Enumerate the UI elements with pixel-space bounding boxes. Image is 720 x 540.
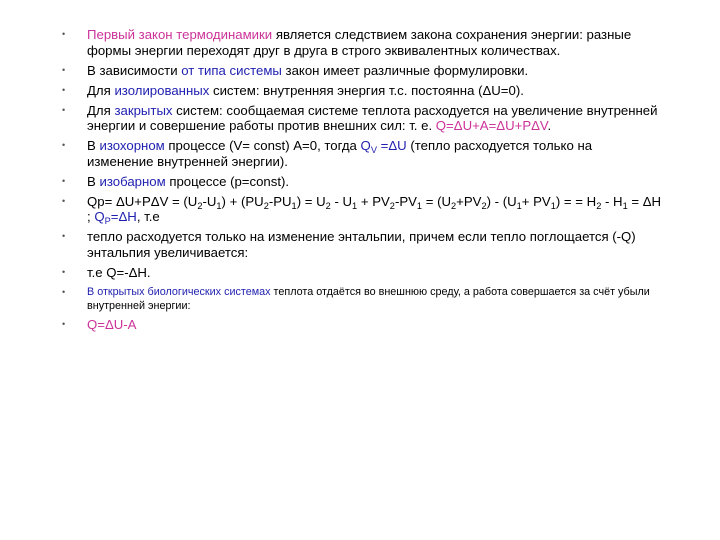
bullet-dot: •	[62, 104, 66, 115]
text-run: закон имеет различные формулировки.	[281, 62, 529, 78]
subscript: 2	[481, 200, 487, 211]
text-run: т.е Q=-ΔH.	[87, 264, 151, 280]
subscript: 2	[596, 200, 602, 211]
text-run: изобарном	[99, 173, 166, 189]
bullet-item	[62, 229, 662, 260]
text-run: +PV	[456, 193, 482, 209]
text-run: = (U	[422, 193, 452, 209]
text-run: Первый закон термодинамики	[87, 27, 273, 42]
bullet-list	[62, 27, 662, 337]
subscript: 2	[197, 200, 203, 211]
bullet-dot: •	[62, 140, 66, 151]
bullet-item	[62, 63, 662, 79]
text-run: Qp= ΔU+PΔV = (U	[87, 193, 198, 209]
text-run: В открытых биологических системах	[87, 285, 271, 298]
text-run: В зависимости	[87, 62, 182, 78]
bullet-dot: •	[62, 319, 66, 330]
text-run: -PU	[268, 193, 292, 209]
text-run: процессе (V= const) A=0, тогда	[164, 138, 361, 154]
text-run: , т.е	[136, 209, 160, 225]
text-run: =ΔU	[376, 138, 407, 154]
text-run: + PV	[521, 193, 551, 209]
bullet-dot: •	[62, 195, 66, 206]
text-run: закрытых	[114, 102, 173, 118]
bullet-item	[62, 265, 662, 281]
text-run: + PV	[357, 193, 390, 209]
text-run: В	[87, 138, 100, 154]
bullet-dot: •	[62, 231, 66, 242]
subscript: 1	[352, 200, 358, 211]
text-run: .	[547, 118, 552, 134]
subscript: 2	[325, 200, 331, 211]
subscript: 1	[216, 200, 222, 211]
bullet-item	[62, 194, 662, 225]
text-run: ) - (U	[486, 193, 517, 209]
text-run: изолированных	[114, 82, 210, 98]
bullet-item	[62, 174, 662, 190]
text-run: изохорном	[99, 138, 165, 154]
subscript: V	[370, 145, 377, 156]
bullet-item	[62, 317, 662, 333]
text-run: -U	[202, 193, 217, 209]
bullet-dot: •	[62, 175, 66, 186]
text-run: является следствием закона сохранения энергии: разные формы энергии переходят друг в друга в строго эквивалентных количествах.	[87, 27, 632, 58]
text-run: теплота отдаётся во внешнюю среду, а работа совершается за счёт убыли внутренней энергии:	[87, 285, 650, 312]
subscript: 1	[416, 200, 423, 211]
text-run: систем: сообщаемая системе теплота расходуется на увеличение внутренней энергии и совершение работы против внешних сил: т. е.	[87, 102, 658, 134]
subscript: 2	[389, 200, 395, 211]
subscript: P	[104, 216, 111, 227]
text-run: - H	[601, 193, 623, 209]
bullet-item	[62, 83, 662, 99]
text-run: -PV	[394, 193, 417, 209]
text-run: ) + (PU	[221, 193, 264, 209]
text-run: =ΔH	[110, 209, 137, 225]
subscript: 2	[263, 200, 269, 211]
subscript: 2	[451, 200, 457, 211]
text-run: - U	[330, 193, 353, 209]
bullet-item	[62, 103, 662, 134]
subscript: 1	[622, 200, 628, 211]
text-run: ) = U	[296, 193, 326, 209]
text-run: В	[87, 173, 100, 189]
text-run: ) = = H	[555, 193, 597, 209]
text-run: Q	[94, 209, 105, 225]
bullet-item	[62, 27, 662, 58]
bullet-item	[62, 138, 662, 169]
text-run: Q=ΔU+A=ΔU+PΔV	[435, 118, 548, 134]
text-run: тепло расходуется только на изменение энтальпии, причем если тепло поглощается (-Q) энтальпия увеличивается:	[87, 229, 636, 260]
text-run: Для	[87, 82, 115, 98]
bullet-dot: •	[62, 29, 66, 39]
text-run: Q	[360, 138, 371, 154]
bullet-dot: •	[62, 266, 66, 277]
text-run: от типа системы	[181, 62, 282, 78]
text-run: систем: внутренняя энергия т.с. постоянна (ΔU=0).	[209, 82, 524, 98]
bullet-dot: •	[62, 64, 66, 75]
text-run: (тепло расходуется только на изменение внутренней энергии).	[87, 138, 593, 169]
bullet-item	[62, 285, 662, 313]
subscript: 1	[291, 200, 297, 211]
bullet-dot: •	[62, 84, 66, 95]
subscript: 1	[550, 200, 556, 211]
text-run: процессе (p=const).	[165, 173, 290, 189]
text-run: Q=ΔU-A	[87, 317, 137, 333]
bullet-dot: •	[62, 286, 66, 297]
text-run: Для	[87, 102, 115, 118]
subscript: 1	[516, 200, 522, 211]
text-run: = ΔH ;	[87, 193, 662, 225]
